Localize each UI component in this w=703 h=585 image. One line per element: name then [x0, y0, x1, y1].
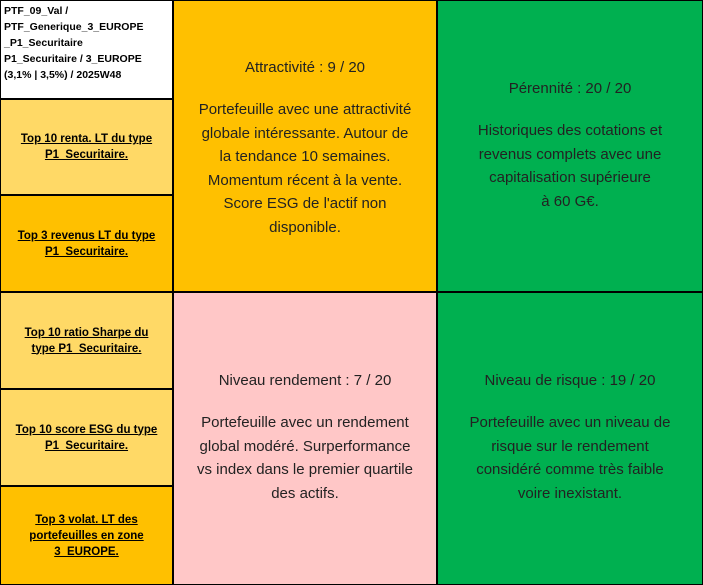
panel-title: Niveau de risque : 19 / 20	[484, 372, 656, 389]
panel-title: Pérennité : 20 / 20	[508, 80, 632, 97]
panel-attractivite	[173, 0, 437, 292]
panel-title: Attractivité : 9 / 20	[244, 59, 366, 76]
sidebar-item-label: Top 3 volat. LT des portefeuilles en zone 3_EUROPE.	[29, 513, 144, 558]
panel-title: Niveau rendement : 7 / 20	[218, 372, 392, 389]
sidebar-item-top3-revenus[interactable]	[0, 195, 173, 292]
panel-body: Portefeuille avec un rendement global modéré. Surperformance vs index dans le premier quartile des actifs.	[197, 414, 413, 502]
sidebar-item-top10-esg[interactable]	[0, 389, 173, 486]
sidebar-item-label: Top 3 revenus LT du type P1_Securitaire.	[17, 229, 156, 258]
sidebar-item-top3-volat[interactable]	[0, 486, 173, 585]
portfolio-identifier: PTF_09_Val / PTF_Generique_3_EUROPE _P1_Securitaire P1_Securitaire / 3_EUROPE (3,1% | 3,5%) / 2025W48	[0, 0, 173, 99]
panel-perennite	[437, 0, 703, 292]
panel-rendement	[173, 292, 437, 585]
panel-body: Historiques des cotations et revenus complets avec une capitalisation supérieure à 60 G€.	[477, 122, 663, 210]
sidebar-item-label: Top 10 renta. LT du type P1_Securitaire.	[20, 133, 153, 161]
panel-risque	[437, 292, 703, 585]
sidebar-item-top10-renta[interactable]	[0, 99, 173, 195]
panel-body: Portefeuille avec un niveau de risque sur le rendement considéré comme très faible voire inexistant.	[469, 414, 671, 502]
panel-body: Portefeuille avec une attractivité globale intéressante. Autour de la tendance 10 semaines. Momentum récent à la vente. Score ESG de l'actif non disponible.	[198, 101, 412, 236]
sidebar-item-label: Top 10 ratio Sharpe du type P1_Securitaire.	[24, 326, 149, 355]
sidebar-item-top10-sharpe[interactable]	[0, 292, 173, 389]
sidebar-item-label: Top 10 score ESG du type P1_Securitaire.	[15, 423, 158, 452]
